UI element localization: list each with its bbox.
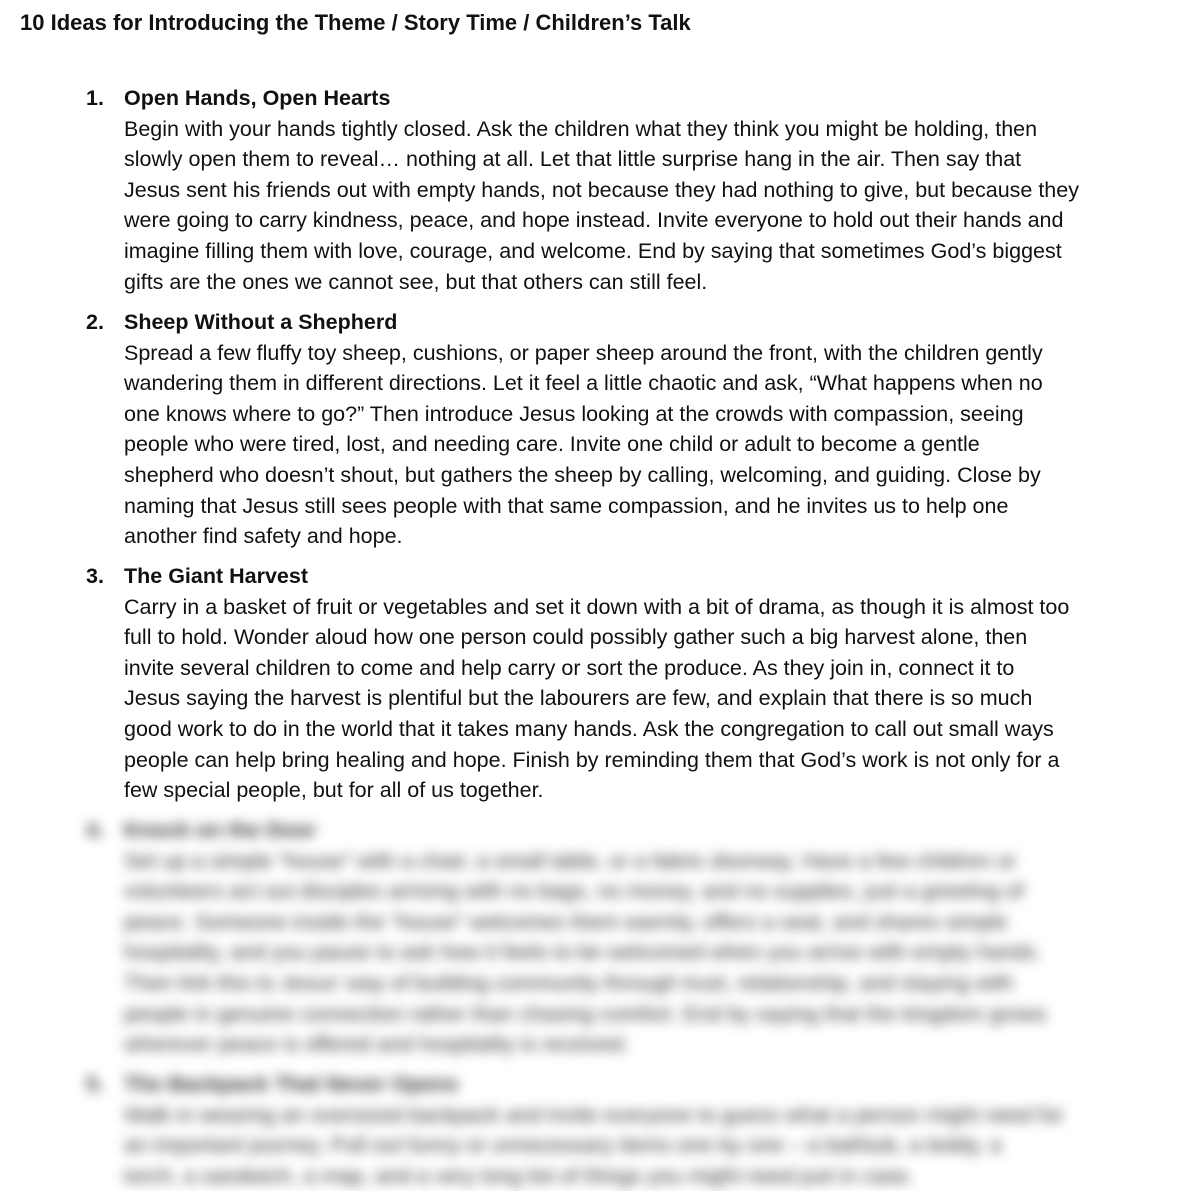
idea-description-line: hospitality, and you pause to ask how it feels to be welcomed when you arrive with empty hands. [124, 940, 1042, 965]
document-title: 10 Ideas for Introducing the Theme / Story Time / Children’s Talk [20, 10, 691, 35]
idea-description [124, 338, 1149, 552]
idea-description-line: one knows where to go?” Then introduce Jesus looking at the crowds with compassion, seeing [124, 401, 1024, 426]
idea-description [124, 1100, 1149, 1191]
idea-number: 2. [86, 310, 104, 334]
idea-description-line: Set up a simple “house” with a chair, a small table, or a fabric doorway. Have a few children or [124, 848, 1017, 873]
idea-description-line: were going to carry kindness, peace, and hope instead. Invite everyone to hold out their hands and [124, 208, 1064, 233]
idea-description-line: Walk in wearing an oversized backpack and invite everyone to guess what a person might need for [124, 1102, 1064, 1127]
idea-description-line: good work to do in the world that it takes many hands. Ask the congregation to call out small ways [124, 716, 1054, 741]
idea-number: 1. [86, 86, 104, 110]
idea-description-line: few special people, but for all of us together. [124, 778, 544, 803]
idea-description [124, 592, 1149, 806]
idea-title: The Giant Harvest [124, 564, 308, 588]
idea-description-line: wandering them in different directions. Let it feel a little chaotic and ask, “What happens when no [124, 371, 1043, 396]
idea-title: Knock on the Door [124, 818, 317, 842]
idea-description [124, 846, 1149, 1060]
idea-number: 4. [86, 818, 104, 842]
idea-description-line: volunteers act out disciples arriving with no bags, no money, and no supplies, just a greeting of [124, 879, 1024, 904]
idea-description-line: people can help bring healing and hope. Finish by reminding them that God’s work is not only for a [124, 747, 1060, 772]
idea-description [124, 114, 1149, 298]
idea-description-line: Spread a few fluffy toy sheep, cushions, or paper sheep around the front, with the children gently [124, 340, 1043, 365]
idea-description-line: Carry in a basket of fruit or vegetables and set it down with a bit of drama, as though it is almost too [124, 594, 1070, 619]
idea-description-line: shepherd who doesn’t shout, but gathers the sheep by calling, welcoming, and guiding. Close by [124, 462, 1041, 487]
idea-title: The Backpack That Never Opens [124, 1072, 459, 1096]
idea-description-line: another find safety and hope. [124, 524, 403, 549]
idea-description-line: Jesus sent his friends out with empty hands, not because they had nothing to give, but because they [124, 177, 1079, 202]
idea-description-line: peace. Someone inside the “house” welcomes them warmly, offers a seat, and shares simple [124, 909, 1008, 934]
idea-title: Open Hands, Open Hearts [124, 86, 391, 110]
idea-description-line: Jesus saying the harvest is plentiful but the labourers are few, and explain that there is so much [124, 686, 1033, 711]
idea-description-line: invite several children to come and help carry or sort the produce. As they join in, connect it to [124, 655, 1015, 680]
idea-description-line: naming that Jesus still sees people with that same compassion, and he invites us to help one [124, 493, 1009, 518]
idea-description-line: wherever peace is offered and hospitality is received. [124, 1032, 630, 1057]
idea-description-line: torch, a sandwich, a map, and a very long list of things you might need just in case. [124, 1163, 914, 1188]
idea-number: 3. [86, 564, 104, 588]
idea-description-line: people in genuine connection rather than chasing comfort. End by saying that the kingdom grows [124, 1001, 1047, 1026]
idea-description-line: Then link this to Jesus’ way of building community through trust, relationship, and staying with [124, 970, 1014, 995]
idea-description-line: an important journey. Pull out funny or unnecessary items one by one – a bathtub, a teddy, a [124, 1133, 1002, 1158]
idea-description-line: gifts are the ones we cannot see, but that others can still feel. [124, 269, 708, 294]
idea-description-line: slowly open them to reveal… nothing at all. Let that little surprise hang in the air. Then say that [124, 147, 1022, 172]
idea-number: 5. [86, 1072, 104, 1096]
idea-description-line: Begin with your hands tightly closed. Ask the children what they think you might be holding, then [124, 116, 1038, 141]
idea-description-line: imagine filling them with love, courage, and welcome. End by saying that sometimes God’s biggest [124, 238, 1062, 263]
idea-description-line: people who were tired, lost, and needing care. Invite one child or adult to become a gentle [124, 432, 980, 457]
idea-title: Sheep Without a Shepherd [124, 310, 398, 334]
idea-description-line: full to hold. Wonder aloud how one person could possibly gather such a big harvest alone, then [124, 625, 1028, 650]
